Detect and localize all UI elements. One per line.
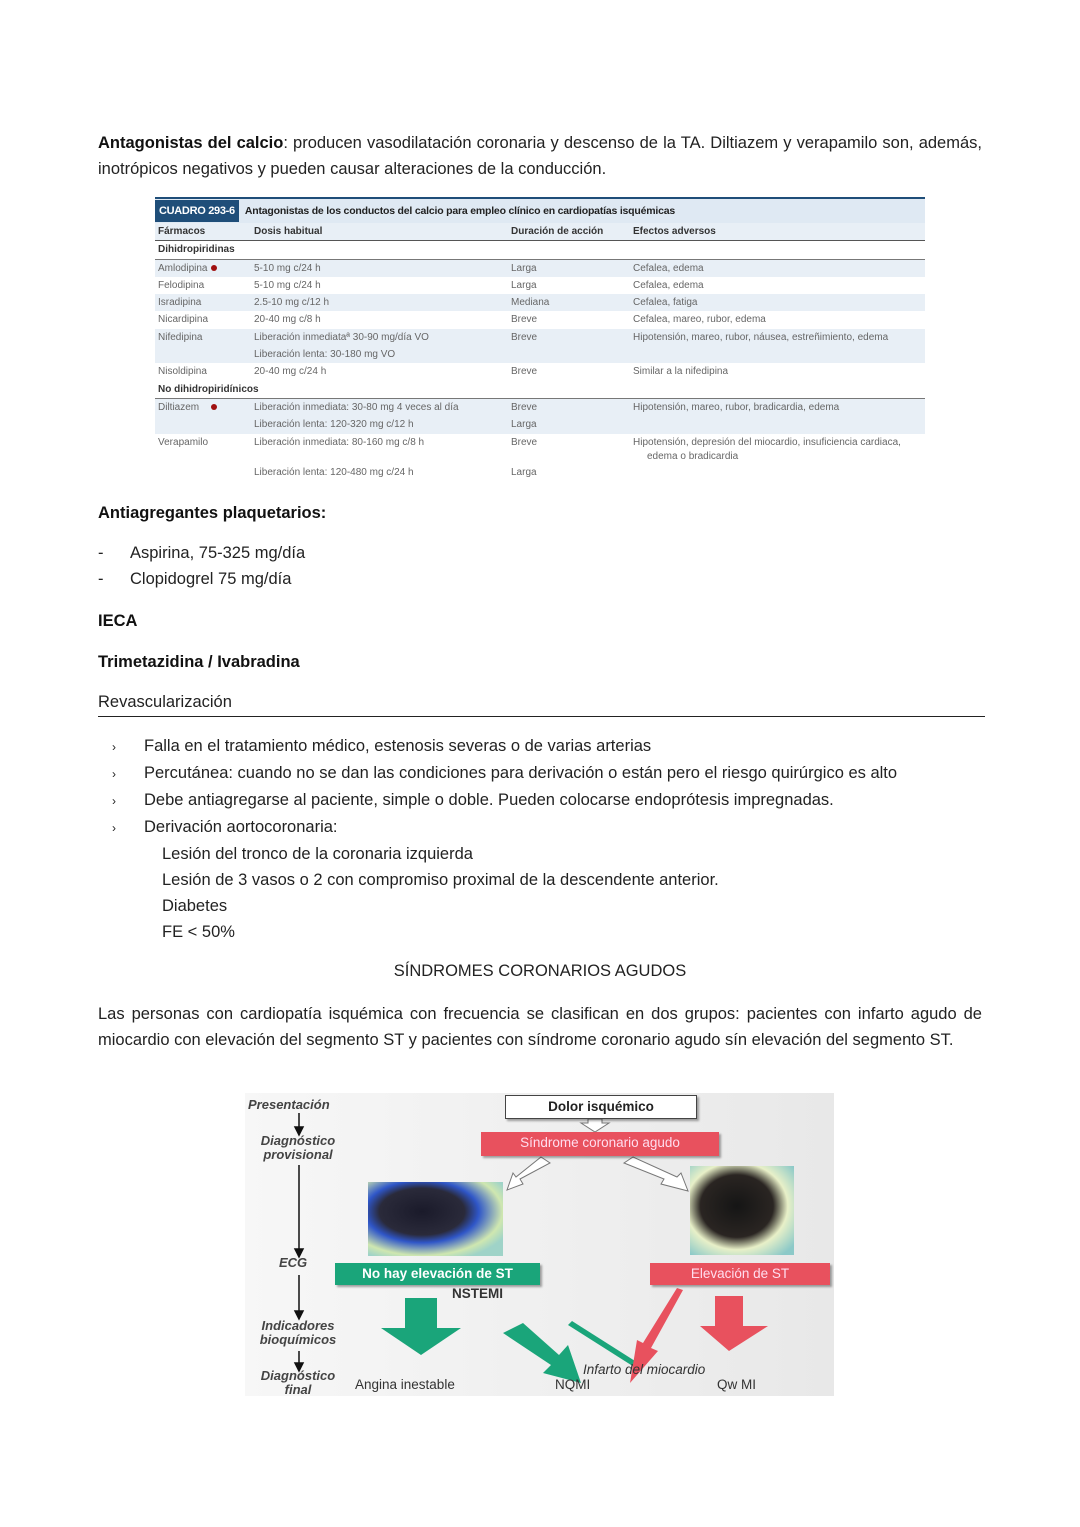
table-cell: Breve (511, 366, 538, 378)
right-angiography-image (690, 1166, 794, 1255)
antiagregantes-heading: Antiagregantes plaquetarios: (98, 504, 327, 522)
sca-paragraph: Las personas con cardiopatía isquémica con frecuencia se clasifican en dos grupos: pacientes con infarto agudo de miocardio con elevación del segmento ST y pacientes con síndrome coronario agudo sín elevación del segmento ST. (98, 1005, 982, 1049)
list-item: - Aspirina, 75-325 mg/día (98, 544, 306, 562)
table-row (155, 399, 925, 416)
table-cell: Similar a la nifedipina (633, 366, 729, 378)
sub-list (112, 841, 897, 945)
table-cell: Breve (511, 436, 538, 448)
sca-box: Síndrome coronario agudo (481, 1132, 719, 1156)
table-cell: edema o bradicardia (647, 450, 739, 462)
table-cell: Breve (511, 331, 538, 343)
table-cell: Cefalea, edema (633, 279, 704, 291)
table-row (155, 277, 925, 294)
ieca-heading: IECA (98, 612, 138, 630)
table-cell: Larga (511, 419, 537, 431)
table-header-row: Fármacos Dosis habitual Duración de acción Efectos adversos (155, 223, 925, 241)
left-angiography-image (368, 1182, 503, 1256)
table-cell: 2.5-10 mg c/12 h (254, 297, 330, 309)
green-arrow-nqmi (503, 1323, 581, 1383)
red-arrow-qwmi (700, 1296, 768, 1351)
table-row (155, 451, 925, 464)
table-title-bar (155, 197, 925, 223)
table-cell: Felodipina (158, 279, 205, 291)
list-item: - Clopidogrel 75 mg/día (98, 570, 292, 588)
table-row (155, 260, 925, 277)
table-label: CUADRO 293-6 (155, 200, 239, 222)
table-cell: Verapamilo (158, 436, 209, 448)
st-elevation-box: Elevación de ST (650, 1263, 830, 1285)
sub-list-item: Diabetes (162, 897, 228, 915)
stage-presentacion: Presentación (248, 1097, 330, 1112)
marker-dot-icon (211, 265, 217, 271)
table-cell: 5-10 mg c/24 h (254, 279, 321, 291)
table-cell: Amlodipina (158, 260, 217, 277)
table-row (155, 416, 925, 433)
no-st-elevation-box: No hay elevación de ST (335, 1263, 540, 1285)
table-cell: 20-40 mg c/24 h (254, 366, 327, 378)
sca-heading: SÍNDROMES CORONARIOS AGUDOS (393, 962, 687, 980)
table-cell: Liberación lenta: 30-180 mg VO (254, 349, 396, 361)
table-cell: Isradipina (158, 297, 202, 309)
table-cell: Hipotensión, mareo, rubor, bradicardia, edema (633, 401, 840, 413)
table-row (155, 464, 925, 481)
table-cell: Breve (511, 314, 538, 326)
stage-diagnostico-provisional: Diagnóstico provisional (260, 1133, 336, 1162)
table-cell: Breve (511, 401, 538, 413)
table-row (155, 294, 925, 311)
marker-dot-icon (211, 404, 217, 410)
table-cell: Cefalea, mareo, rubor, edema (633, 314, 766, 326)
green-arrow-angina (381, 1298, 461, 1355)
list-item: › Percutánea: cuando no se dan las condiciones para derivación o están pero el riesgo quirúrgico es alto (112, 764, 898, 782)
table-cell: Hipotensión, mareo, rubor, náusea, estreñimiento, edema (633, 331, 889, 343)
stage-indicadores: Indicadores bioquímicos (259, 1318, 337, 1347)
nstemi-label: NSTEMI (452, 1286, 504, 1301)
table-row (155, 434, 925, 451)
hollow-arrow-right (624, 1157, 688, 1191)
table-cell: Larga (511, 262, 537, 274)
table-row (155, 329, 925, 346)
list-item: › Debe antiagregarse al paciente, simple o doble. Pueden colocarse endoprótesis impregnadas. (112, 791, 834, 809)
table-cell: 20-40 mg c/8 h (254, 314, 321, 326)
table-cell: Nicardipina (158, 314, 209, 326)
table-row (155, 363, 925, 380)
table-title: Antagonistas de los conductos del calcio para empleo clínico en cardiopatías isquémicas (244, 205, 676, 217)
table-cell: Diltiazem (158, 399, 217, 416)
acs-flow-diagram (245, 1093, 834, 1396)
table-row (155, 311, 925, 328)
stage-diagnostico-final: Diagnóstico final (260, 1368, 336, 1396)
stage-ecg: ECG (279, 1255, 308, 1270)
table-cell: Liberación lenta: 120-480 mg c/24 h (254, 466, 414, 478)
list-item: › Derivación aortocoronaria: (112, 818, 338, 836)
table-cell: Nifedipina (158, 331, 203, 343)
list-item: › Falla en el tratamiento médico, estenosis severas o de varias arterias (112, 737, 652, 755)
table-cell: Liberación inmediata: 30-80 mg 4 veces al día (254, 401, 459, 413)
hollow-arrow-down (581, 1119, 609, 1132)
table-row (155, 346, 925, 363)
table-cell: 5-10 mg c/24 h (254, 262, 321, 274)
sub-list-item: FE < 50% (162, 923, 235, 941)
qwmi-label: Qw MI (717, 1377, 756, 1392)
table-cell: Nisoldipina (158, 366, 207, 378)
revascularizacion-list (112, 733, 897, 945)
table-cell: Liberación lenta: 120-320 mg c/12 h (254, 419, 414, 431)
table-cell: Mediana (511, 297, 550, 309)
hollow-arrow-left (507, 1157, 550, 1190)
calcium-antagonists-table (155, 197, 925, 484)
revascularizacion-heading: Revascularización (98, 689, 985, 717)
angina-label: Angina inestable (355, 1377, 455, 1392)
table-cell: Cefalea, fatiga (633, 297, 698, 309)
table-cell: Larga (511, 279, 537, 291)
nqmi-label: NQMI (555, 1377, 591, 1392)
antiagregantes-list (98, 540, 305, 592)
table-group-header: Dihidropiridinas (155, 241, 925, 259)
sub-list-item: Lesión del tronco de la coronaria izquierda (162, 845, 473, 863)
table-group-header: No dihidropiridínicos (155, 381, 925, 399)
infarto-label: Infarto del miocardio (583, 1362, 706, 1377)
trimetazidina-heading: Trimetazidina / Ivabradina (98, 653, 300, 671)
table-cell: Hipotensión, depresión del miocardio, insuficiencia cardiaca, (633, 436, 901, 448)
calcium-antagonists-paragraph: Antagonistas del calcio: producen vasodilatación coronaria y descenso de la TA. Diltiazem y verapamilo son, además, inotrópicos negativos y pueden causar alteraciones de la conducción. (98, 134, 982, 178)
sub-list-item: Lesión de 3 vasos o 2 con compromiso proximal de la descendente anterior. (162, 871, 719, 889)
table-cell: Liberación inmediata: 80-160 mg c/8 h (254, 436, 425, 448)
table-cell: Larga (511, 466, 537, 478)
table-cell: Cefalea, edema (633, 262, 704, 274)
dolor-isquemico-box: Dolor isquémico (505, 1095, 697, 1119)
table-cell: Liberación inmediataª 30-90 mg/día VO (254, 331, 429, 343)
